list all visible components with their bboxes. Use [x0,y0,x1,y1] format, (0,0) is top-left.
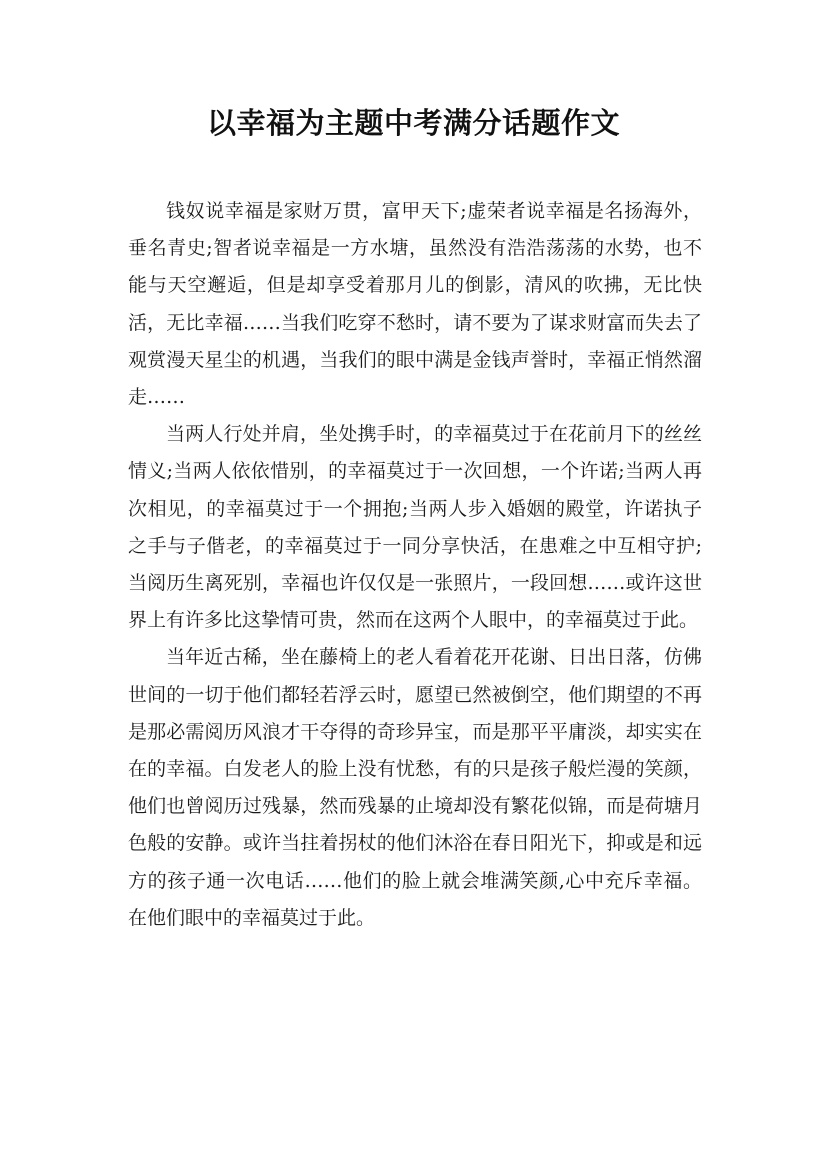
paragraph-2: 当两人行处并肩，坐处携手时，的幸福莫过于在花前月下的丝丝情义;当两人依依惜别，的幸福莫过于一次回想，一个许诺;当两人再次相见，的幸福莫过于一个拥抱;当两人步入婚姻的殿堂，许诺执子之手与子偕老，的幸福莫过于一同分享快活，在患难之中互相守护;当阅历生离死别，幸福也许仅仅是一张照片，一段回想……或许这世界上有许多比这挚情可贵，然而在这两个人眼中，的幸福莫过于此。 [128,423,702,632]
paragraph-3: 当年近古稀，坐在藤椅上的老人看着花开花谢、日出日落，仿佛世间的一切于他们都轻若浮云时，愿望已然被倒空，他们期望的不再是那必需阅历风浪才干夺得的奇珍异宝，而是那平平庸淡，却实实在在的幸福。白发老人的脸上没有忧愁，有的只是孩子般烂漫的笑颜，他们也曾阅历过残暴，然而残暴的止境却没有繁花似锦，而是荷塘月色般的安静。或许当拄着拐杖的他们沐浴在春日阳光下，抑或是和远方的孩子通一次电话……他们的脸上就会堆满笑颜,心中充斥幸福。在他们眼中的幸福莫过于此。 [128,646,702,929]
document-title: 以幸福为主题中考满分话题作文 [206,106,620,140]
paragraph-1: 钱奴说幸福是家财万贯，富甲天下;虚荣者说幸福是名扬海外，垂名青史;智者说幸福是一方水塘，虽然没有浩浩荡荡的水势，也不能与天空邂逅，但是却享受着那月儿的倒影，清风的吹拂，无比快活，无比幸福……当我们吃穿不愁时，请不要为了谋求财富而失去了观赏漫天星尘的机遇，当我们的眼中满是金钱声誉时，幸福正悄然溜走…… [128,200,702,409]
article-body [128,193,702,937]
